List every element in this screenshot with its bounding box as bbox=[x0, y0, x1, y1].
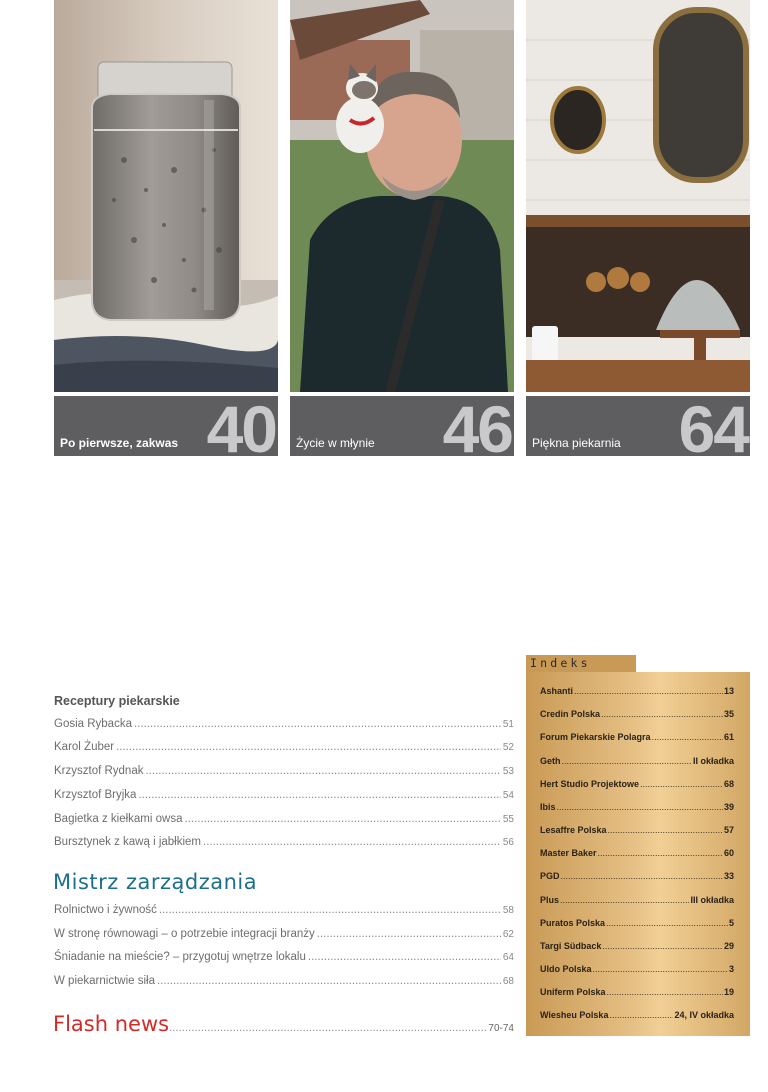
toc-entry-page: 70-74 bbox=[488, 1023, 514, 1034]
index-entry-page: 24, IV okładka bbox=[674, 1010, 734, 1020]
toc-entry-page: 52 bbox=[502, 742, 514, 753]
index-entry[interactable] bbox=[540, 756, 734, 768]
caption-bar bbox=[54, 396, 278, 456]
index-entry[interactable] bbox=[540, 802, 734, 814]
index-entry-label: Wiesheu Polska bbox=[540, 1010, 609, 1020]
leader-dots bbox=[157, 975, 501, 987]
leader-dots bbox=[560, 895, 689, 905]
index-entry-label: Lesaffre Polska bbox=[540, 825, 607, 835]
index-entry-label: Uldo Polska bbox=[540, 964, 592, 974]
toc-entry[interactable] bbox=[54, 951, 514, 967]
index-entry-label: Ibis bbox=[540, 802, 556, 812]
sourdough-jar-photo bbox=[54, 0, 278, 392]
leader-dots bbox=[308, 951, 501, 963]
caption-bar bbox=[290, 396, 514, 456]
index-entry-label: Plus bbox=[540, 895, 560, 905]
index-entry-page: 60 bbox=[723, 848, 734, 858]
leader-dots bbox=[593, 964, 728, 974]
toc-entry-label: Bagietka z kiełkami owsa bbox=[54, 813, 183, 825]
company-index-title: Indeks bbox=[526, 655, 636, 672]
leader-dots bbox=[159, 904, 501, 916]
toc-entry[interactable] bbox=[54, 718, 514, 734]
index-entry-label: Uniferm Polska bbox=[540, 987, 606, 997]
caption-bar bbox=[526, 396, 750, 456]
leader-dots bbox=[317, 928, 501, 940]
toc-entry-label: Karol Żuber bbox=[54, 741, 115, 753]
index-entry[interactable] bbox=[540, 871, 734, 883]
index-entry[interactable] bbox=[540, 686, 734, 698]
toc-entry-page: 62 bbox=[502, 929, 514, 940]
toc-entry-label: Śniadanie na mieście? – przygotuj wnętrze lokalu bbox=[54, 951, 306, 963]
toc-entry-label: Rolnictwo i żywność bbox=[54, 904, 157, 916]
index-entry[interactable] bbox=[540, 964, 734, 976]
index-entry-page: 13 bbox=[723, 686, 734, 696]
flash-news-heading: Flash news bbox=[53, 1012, 170, 1036]
leader-dots bbox=[116, 741, 501, 753]
card-title: Po pierwsze, zakwas bbox=[60, 436, 179, 450]
leader-dots bbox=[138, 789, 500, 801]
leader-dots bbox=[562, 756, 692, 766]
feature-card-bakery[interactable] bbox=[526, 0, 750, 456]
toc-entry-page: 58 bbox=[502, 905, 514, 916]
index-entry[interactable] bbox=[540, 1010, 734, 1022]
card-page-number: 64 bbox=[678, 396, 748, 456]
index-entry-label: Puratos Polska bbox=[540, 918, 606, 928]
index-entry-page: 3 bbox=[728, 964, 734, 974]
index-entry[interactable] bbox=[540, 779, 734, 791]
leader-dots bbox=[145, 765, 500, 777]
toc-entry[interactable] bbox=[54, 813, 514, 829]
index-entry-page: 19 bbox=[723, 987, 734, 997]
leader-dots bbox=[602, 941, 723, 951]
index-entry[interactable] bbox=[540, 987, 734, 999]
index-entry-label: Ashanti bbox=[540, 686, 574, 696]
feature-card-mill[interactable] bbox=[290, 0, 514, 456]
index-entry[interactable] bbox=[540, 918, 734, 930]
index-entry-page: 68 bbox=[723, 779, 734, 789]
index-entry-page: 5 bbox=[728, 918, 734, 928]
leader-dots bbox=[574, 686, 723, 696]
leader-dots bbox=[601, 709, 723, 719]
index-entry-page: 61 bbox=[723, 732, 734, 742]
leader-dots bbox=[606, 918, 728, 928]
section-heading-recipes: Receptury piekarskie bbox=[54, 694, 180, 708]
toc-entry-label: Krzysztof Rydnak bbox=[54, 765, 144, 777]
index-entry-label: Targi Südback bbox=[540, 941, 602, 951]
index-entry-page: 35 bbox=[723, 709, 734, 719]
man-with-cat-photo bbox=[290, 0, 514, 392]
toc-entry[interactable] bbox=[54, 789, 514, 805]
leader-dots bbox=[640, 779, 723, 789]
leader-dots bbox=[598, 848, 723, 858]
toc-entry[interactable] bbox=[54, 975, 514, 991]
toc-entry-flash-news[interactable] bbox=[53, 1012, 514, 1040]
toc-entry-label: Gosia Rybacka bbox=[54, 718, 132, 730]
index-entry[interactable] bbox=[540, 895, 734, 907]
leader-dots bbox=[169, 1023, 488, 1034]
index-entry[interactable] bbox=[540, 825, 734, 837]
card-title: Piękna piekarnia bbox=[532, 436, 621, 450]
toc-entry[interactable] bbox=[54, 928, 514, 944]
toc-entry[interactable] bbox=[54, 836, 514, 852]
leader-dots bbox=[561, 871, 723, 881]
index-entry[interactable] bbox=[540, 848, 734, 860]
toc-entry-label: W stronę równowagi – o potrzebie integracji branży bbox=[54, 928, 315, 940]
leader-dots bbox=[652, 732, 723, 742]
toc-entry-page: 51 bbox=[502, 719, 514, 730]
leader-dots bbox=[134, 718, 501, 730]
index-entry-label: PGD bbox=[540, 871, 560, 881]
toc-entry-page: 56 bbox=[502, 837, 514, 848]
feature-card-sourdough[interactable] bbox=[54, 0, 278, 456]
toc-entry-page: 54 bbox=[502, 790, 514, 801]
index-entry-page: 33 bbox=[723, 871, 734, 881]
index-entry-page: III okładka bbox=[690, 895, 734, 905]
section-heading-management: Mistrz zarządzania bbox=[53, 870, 258, 894]
leader-dots bbox=[557, 802, 723, 812]
toc-entry[interactable] bbox=[54, 765, 514, 781]
index-entry-page: 57 bbox=[723, 825, 734, 835]
card-title: Życie w młynie bbox=[296, 436, 375, 450]
bakery-interior-photo bbox=[526, 0, 750, 392]
company-index-panel bbox=[526, 672, 750, 1036]
leader-dots bbox=[607, 987, 723, 997]
toc-entry[interactable] bbox=[54, 904, 514, 920]
toc-entry[interactable] bbox=[54, 741, 514, 757]
index-entry-label: Geth bbox=[540, 756, 561, 766]
leader-dots bbox=[184, 813, 500, 825]
toc-entry-label: Bursztynek z kawą i jabłkiem bbox=[54, 836, 201, 848]
index-entry-page: 39 bbox=[723, 802, 734, 812]
index-entry[interactable] bbox=[540, 941, 734, 953]
toc-entry-label: W piekarnictwie siła bbox=[54, 975, 155, 987]
card-page-number: 40 bbox=[206, 396, 276, 456]
leader-dots bbox=[203, 836, 501, 848]
index-entry-label: Master Baker bbox=[540, 848, 597, 858]
toc-entry-page: 53 bbox=[502, 766, 514, 777]
index-entry-label: Forum Piekarskie Polagra bbox=[540, 732, 651, 742]
toc-entry-page: 55 bbox=[502, 814, 514, 825]
index-entry[interactable] bbox=[540, 709, 734, 721]
toc-entry-page: 64 bbox=[502, 952, 514, 963]
leader-dots bbox=[608, 825, 723, 835]
card-page-number: 46 bbox=[442, 396, 512, 456]
index-entry-page: 29 bbox=[723, 941, 734, 951]
toc-entry-page: 68 bbox=[502, 976, 514, 987]
toc-entry-label: Krzysztof Bryjka bbox=[54, 789, 137, 801]
index-entry-page: II okładka bbox=[692, 756, 734, 766]
index-entry[interactable] bbox=[540, 732, 734, 744]
index-entry-label: Credin Polska bbox=[540, 709, 601, 719]
leader-dots bbox=[609, 1010, 673, 1020]
index-entry-label: Hert Studio Projektowe bbox=[540, 779, 640, 789]
